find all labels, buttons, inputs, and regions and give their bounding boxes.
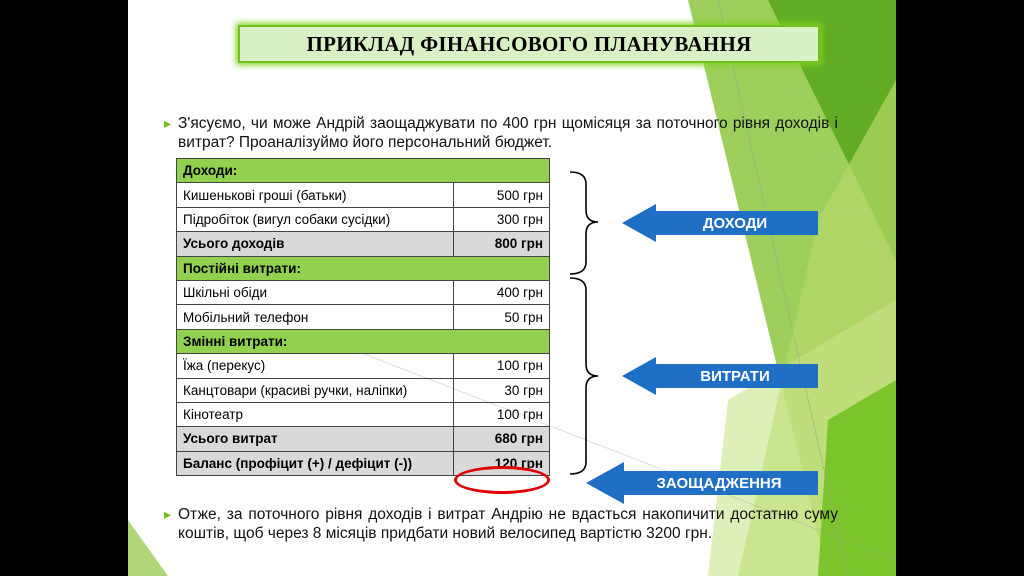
row-value: 500 грн	[454, 183, 550, 207]
intro-paragraph	[164, 114, 838, 152]
row-value: 300 грн	[454, 207, 550, 231]
row-label: Баланс (профіцит (+) / дефіцит (-))	[177, 451, 454, 475]
section-header-row	[177, 159, 550, 183]
balance-highlight-ellipse	[454, 466, 550, 494]
row-label: Мобільний телефон	[177, 305, 454, 329]
slide-title: ПРИКЛАД ФІНАНСОВОГО ПЛАНУВАННЯ	[306, 31, 752, 56]
row-label: Канцтовари (красиві ручки, наліпки)	[177, 378, 454, 402]
triangle-bullet-icon: ▸	[164, 506, 172, 522]
income-arrow	[622, 204, 818, 242]
row-label: Їжа (перекус)	[177, 354, 454, 378]
row-value: 120 грн	[454, 451, 550, 475]
row-value: 400 грн	[454, 280, 550, 304]
row-value: 100 грн	[454, 402, 550, 426]
intro-text: З'ясуємо, чи може Андрій заощаджувати по 400 грн щомісяця за поточного рівня доходів і витрат? Проаналізуймо його персональний бюджет.	[178, 115, 838, 151]
total-row	[177, 427, 550, 451]
budget-table	[176, 158, 550, 476]
row-label: Підробіток (вигул собаки сусідки)	[177, 207, 454, 231]
curly-brace-icon	[568, 170, 602, 480]
table-row	[177, 354, 550, 378]
triangle-bullet-icon: ▸	[164, 115, 172, 131]
section-label: Змінні витрати:	[177, 329, 550, 353]
section-header-row	[177, 256, 550, 280]
row-label: Шкільні обіди	[177, 280, 454, 304]
table-row	[177, 305, 550, 329]
section-label: Доходи:	[177, 159, 550, 183]
table-row	[177, 280, 550, 304]
row-value: 100 грн	[454, 354, 550, 378]
conclusion-paragraph	[164, 505, 838, 543]
row-value: 680 грн	[454, 427, 550, 451]
table-row	[177, 378, 550, 402]
row-label: Кишенькові гроші (батьки)	[177, 183, 454, 207]
row-label: Усього витрат	[177, 427, 454, 451]
title-box	[238, 25, 820, 63]
section-label: Постійні витрати:	[177, 256, 550, 280]
expenses-arrow-label: ВИТРАТИ	[700, 367, 770, 385]
row-value: 30 грн	[454, 378, 550, 402]
row-label: Кінотеатр	[177, 402, 454, 426]
slide	[128, 0, 896, 576]
savings-arrow-label: ЗАОЩАДЖЕННЯ	[656, 474, 782, 492]
income-arrow-label: ДОХОДИ	[702, 214, 768, 232]
table-row	[177, 402, 550, 426]
conclusion-text: Отже, за поточного рівня доходів і витрат Андрію не вдасться накопичити достатню суму коштів, щоб через 8 місяців придбати новий велосипед вартістю 3200 грн.	[178, 506, 838, 542]
row-label: Усього доходів	[177, 232, 454, 256]
row-value: 800 грн	[454, 232, 550, 256]
table-row	[177, 183, 550, 207]
expenses-arrow	[622, 357, 818, 395]
table-row	[177, 207, 550, 231]
savings-arrow	[586, 462, 818, 504]
total-row	[177, 232, 550, 256]
section-header-row	[177, 329, 550, 353]
row-value: 50 грн	[454, 305, 550, 329]
